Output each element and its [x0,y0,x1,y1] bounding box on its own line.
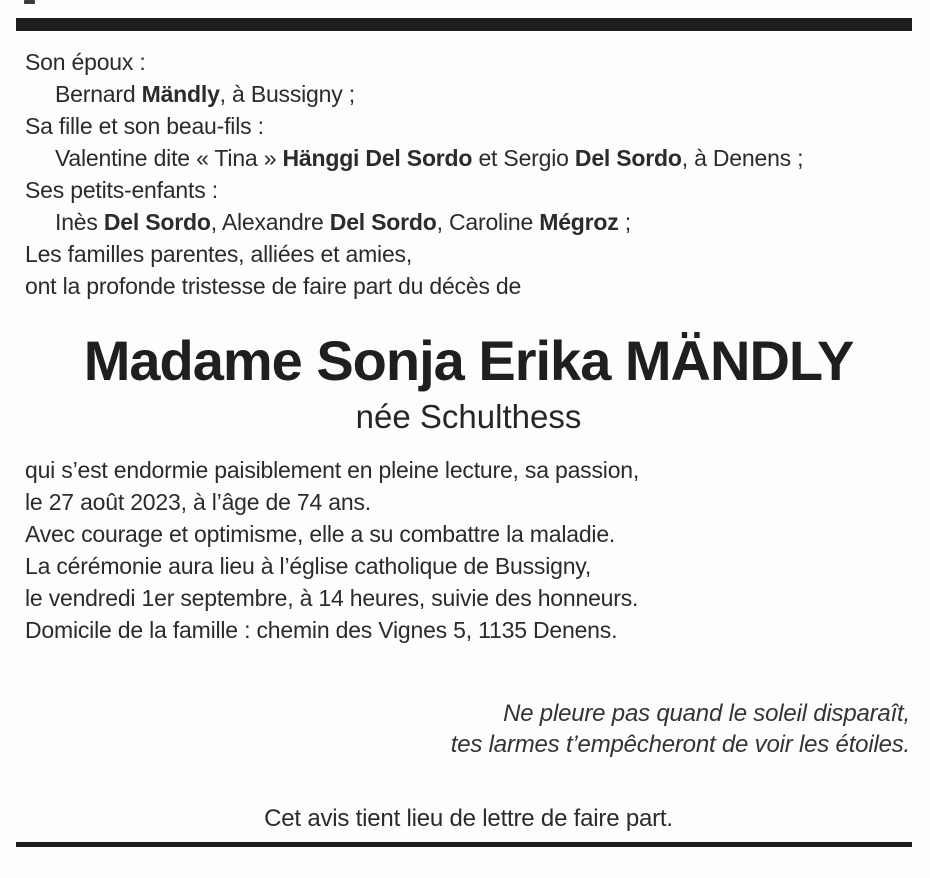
family-line [25,78,912,110]
text-segment: Inès [55,209,104,235]
memorial-quote-block [25,698,912,760]
body-line: le 27 août 2023, à l’âge de 74 ans. [25,489,371,515]
footer-notice-line: Cet avis tient lieu de lettre de faire part. [264,805,673,832]
body-line: La cérémonie aura lieu à l’église catholique de Bussigny, [25,553,592,579]
text-segment: et Sergio [472,145,575,171]
name-segment: Del Sordo [574,145,682,171]
family-line [25,110,912,142]
name-segment: Mégroz [539,209,619,235]
text-segment: Les familles parentes, alliées et amies, [25,241,413,267]
name-segment: Mändly [141,81,220,107]
body-line: Avec courage et optimisme, elle a su combattre la maladie. [25,521,616,547]
text-segment: ; [618,209,631,235]
text-segment: , Alexandre [210,209,330,235]
body-line: qui s’est endormie paisiblement en pleine lecture, sa passion, [25,457,640,483]
family-line [25,206,912,238]
quote-line: tes larmes t’empêcheront de voir les étoiles. [450,731,910,758]
family-line [25,46,912,78]
text-segment: Ses petits-enfants : [25,177,218,203]
text-segment: Son époux : [25,49,146,75]
text-segment: , à Bussigny ; [219,81,355,107]
family-line [25,270,912,302]
family-line [25,174,912,206]
family-relations-block [25,46,912,302]
scan-artifact-mark [24,0,35,4]
maiden-name: née Schulthess [355,398,582,435]
notice-content [25,46,912,834]
text-segment: Sa fille et son beau-fils : [25,113,264,139]
family-line [25,142,912,174]
name-segment: Del Sordo [329,209,437,235]
family-line [25,238,912,270]
top-rule [16,18,912,31]
text-segment: , à Denens ; [681,145,804,171]
body-line: le vendredi 1er septembre, à 14 heures, suivie des honneurs. [25,585,639,611]
text-segment: Valentine dite « Tina » [55,145,283,171]
text-segment: Bernard [55,81,142,107]
name-segment: Hänggi Del Sordo [282,145,473,171]
body-line: Domicile de la famille : chemin des Vignes 5, 1135 Denens. [25,617,618,643]
text-segment: ont la profonde tristesse de faire part du décès de [25,273,522,299]
name-segment: Del Sordo [103,209,211,235]
quote-line: Ne pleure pas quand le soleil disparaît, [503,700,910,727]
deceased-name-title: Madame Sonja Erika MÄNDLY [83,329,854,392]
notice-body-block [25,454,912,646]
text-segment: , Caroline [436,209,540,235]
bottom-rule [16,842,912,847]
